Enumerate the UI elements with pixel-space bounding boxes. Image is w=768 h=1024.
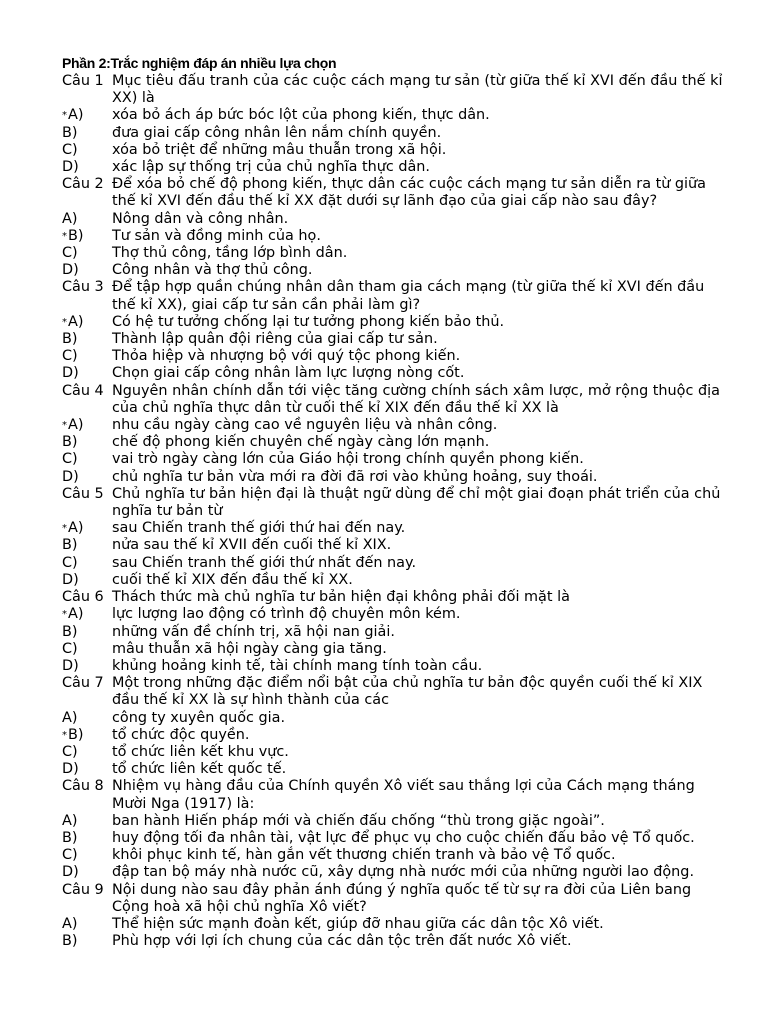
option-text: Có hệ tư tưởng chống lại tư tưởng phong kiến bảo thủ. xyxy=(112,313,505,330)
question-number: Câu 2 xyxy=(62,176,104,193)
question-text: Một trong những đặc điểm nổi bật của chủ nghĩa tư bản độc quyền cuối thế kỉ XIX đầu thế kỉ XX là sự hình thành của các xyxy=(112,675,703,709)
answer-option xyxy=(62,451,724,468)
question-text: Thách thức mà chủ nghĩa tư bản hiện đại không phải đối mặt là xyxy=(112,589,570,606)
option-letter: D) xyxy=(62,864,79,881)
question-number: Câu 3 xyxy=(62,279,104,296)
option-letter: A) xyxy=(62,915,78,932)
question-2 xyxy=(62,176,724,210)
option-text: công ty xuyên quốc gia. xyxy=(112,709,286,726)
option-text: Phù hợp với lợi ích chung của các dân tộc trên đất nước Xô viết. xyxy=(112,933,572,950)
answer-option xyxy=(62,933,724,950)
answer-option xyxy=(62,348,724,365)
option-letter-correct: * A) xyxy=(62,606,83,623)
option-letter: B) xyxy=(62,434,78,451)
answer-option xyxy=(62,864,724,881)
option-text: Thể hiện sức mạnh đoàn kết, giúp đỡ nhau giữa các dân tộc Xô viết. xyxy=(112,915,604,932)
question-number: Câu 9 xyxy=(62,881,104,898)
answer-option xyxy=(62,761,724,778)
option-letter: C) xyxy=(62,640,78,657)
option-letter: B) xyxy=(62,623,78,640)
option-letter: A) xyxy=(62,812,78,829)
option-letter-correct: * A) xyxy=(62,520,83,537)
option-text: khủng hoảng kinh tế, tài chính mang tính toàn cầu. xyxy=(112,657,483,674)
answer-option xyxy=(62,107,724,124)
option-letter: C) xyxy=(62,743,78,760)
option-text: Chọn giai cấp công nhân làm lực lượng nòng cốt. xyxy=(112,365,465,382)
option-text: nửa sau thế kỉ XVII đến cuối thế kỉ XIX. xyxy=(112,537,392,554)
answer-option xyxy=(62,606,724,623)
question-text: Nội dung nào sau đây phản ánh đúng ý nghĩa quốc tế từ sự ra đời của Liên bang Cộng hoà xã hội chủ nghĩa Xô viết? xyxy=(112,881,692,915)
option-letter: C) xyxy=(62,847,78,864)
answer-option xyxy=(62,125,724,142)
section-title: Phần 2:Trắc nghiệm đáp án nhiều lựa chọn xyxy=(62,55,337,71)
question-number: Câu 7 xyxy=(62,675,104,692)
option-text: sau Chiến tranh thế giới thứ nhất đến nay. xyxy=(112,554,417,571)
question-3 xyxy=(62,279,724,313)
answer-option xyxy=(62,537,724,554)
option-letter: D) xyxy=(62,365,79,382)
answer-option xyxy=(62,710,724,727)
option-text: xóa bỏ ách áp bức bóc lột của phong kiến, thực dân. xyxy=(112,107,490,124)
question-list xyxy=(62,73,724,950)
option-letter-correct: * A) xyxy=(62,314,83,331)
option-text: sau Chiến tranh thế giới thứ hai đến nay. xyxy=(112,520,406,537)
option-text: Thỏa hiệp và nhượng bộ với quý tộc phong kiến. xyxy=(112,348,461,365)
option-text: Công nhân và thợ thủ công. xyxy=(112,262,313,279)
question-text: Nhiệm vụ hàng đầu của Chính quyền Xô viết sau thắng lợi của Cách mạng tháng Mười Nga (1917) là: xyxy=(112,778,695,812)
answer-option xyxy=(62,245,724,262)
answer-option xyxy=(62,417,724,434)
answer-option xyxy=(62,520,724,537)
option-letter: A) xyxy=(62,210,78,227)
answer-option xyxy=(62,813,724,830)
question-number: Câu 6 xyxy=(62,589,104,606)
answer-option xyxy=(62,314,724,331)
option-text: xác lập sự thống trị của chủ nghĩa thực dân. xyxy=(112,159,431,176)
question-text: Mục tiêu đấu tranh của các cuộc cách mạng tư sản (từ giữa thế kỉ XVI đến đầu thế kỉ XX) là xyxy=(112,73,723,107)
answer-option xyxy=(62,555,724,572)
answer-option xyxy=(62,727,724,744)
option-text: Thành lập quân đội riêng của giai cấp tư sản. xyxy=(112,331,438,348)
option-letter: D) xyxy=(62,657,79,674)
option-text: cuối thế kỉ XIX đến đầu thế kỉ XX. xyxy=(112,571,353,588)
option-letter-correct: * A) xyxy=(62,107,83,124)
answer-option xyxy=(62,658,724,675)
answer-option xyxy=(62,331,724,348)
answer-option xyxy=(62,211,724,228)
question-text: Chủ nghĩa tư bản hiện đại là thuật ngữ dùng để chỉ một giai đoạn phát triển của chủ nghĩa tư bản từ xyxy=(112,485,721,520)
question-text: Nguyên nhân chính dẫn tới việc tăng cường chính sách xâm lược, mở rộng thuộc địa của chủ nghĩa thực dân từ cuối thế kỉ XIX đến đầu thế kỉ XX là xyxy=(112,382,720,416)
answer-option xyxy=(62,469,724,486)
question-7 xyxy=(62,675,724,709)
option-letter: B) xyxy=(62,933,78,950)
option-letter: C) xyxy=(62,348,78,365)
option-letter: A) xyxy=(62,709,78,726)
option-letter: D) xyxy=(62,262,79,279)
option-text: tổ chức liên kết khu vực. xyxy=(112,743,289,760)
question-number: Câu 1 xyxy=(62,73,104,89)
option-letter: C) xyxy=(62,451,78,468)
option-text: Tư sản và đồng minh của họ. xyxy=(112,227,321,244)
option-text: lực lượng lao động có trình độ chuyên môn kém. xyxy=(112,606,461,623)
option-text: đưa giai cấp công nhân lên nắm chính quyền. xyxy=(112,124,442,141)
option-text: tổ chức độc quyền. xyxy=(112,726,250,743)
question-text: Để tập hợp quần chúng nhân dân tham gia cách mạng (từ giữa thế kỉ XVI đến đầu thế kỉ XX), giai cấp tư sản cần phải làm gì? xyxy=(112,279,705,313)
option-letter: B) xyxy=(62,829,78,846)
option-letter: B) xyxy=(62,537,78,554)
option-text: những vấn đề chính trị, xã hội nan giải. xyxy=(112,623,395,640)
question-8 xyxy=(62,778,724,812)
answer-option xyxy=(62,830,724,847)
answer-option xyxy=(62,228,724,245)
option-text: ban hành Hiến pháp mới và chiến đấu chống “thù trong giặc ngoài”. xyxy=(112,812,605,829)
answer-option xyxy=(62,159,724,176)
question-1 xyxy=(62,73,724,107)
option-text: khôi phục kinh tế, hàn gắn vết thương chiến tranh và bảo vệ Tổ quốc. xyxy=(112,847,616,864)
question-number: Câu 4 xyxy=(62,382,104,399)
option-letter: D) xyxy=(62,159,79,176)
option-letter: D) xyxy=(62,571,79,588)
question-9 xyxy=(62,882,724,916)
question-number: Câu 8 xyxy=(62,778,104,795)
option-text: Nông dân và công nhân. xyxy=(112,210,289,227)
option-letter: B) xyxy=(62,124,78,141)
option-letter: C) xyxy=(62,554,78,571)
question-number: Câu 5 xyxy=(62,485,104,502)
option-text: đập tan bộ máy nhà nước cũ, xây dựng nhà nước mới của những người lao động. xyxy=(112,864,695,881)
option-text: chủ nghĩa tư bản vừa mới ra đời đã rơi vào khủng hoảng, suy thoái. xyxy=(112,468,598,485)
answer-option xyxy=(62,572,724,589)
option-text: nhu cầu ngày càng cao về nguyên liệu và nhân công. xyxy=(112,417,498,434)
question-5 xyxy=(62,486,724,520)
option-letter-correct: * A) xyxy=(62,417,83,434)
answer-option xyxy=(62,434,724,451)
answer-option xyxy=(62,847,724,864)
option-text: vai trò ngày càng lớn của Giáo hội trong chính quyền phong kiến. xyxy=(112,451,584,468)
option-text: chế độ phong kiến chuyên chế ngày càng lớn mạnh. xyxy=(112,434,490,451)
option-text: huy động tối đa nhân tài, vật lực để phục vụ cho cuộc chiến đấu bảo vệ Tổ quốc. xyxy=(112,829,695,846)
option-letter: C) xyxy=(62,245,78,262)
option-text: xóa bỏ triệt để những mâu thuẫn trong xã hội. xyxy=(112,141,447,158)
question-text: Để xóa bỏ chế độ phong kiến, thực dân các cuộc cách mạng tư sản diễn ra từ giữa thế kỉ XVI đến đầu thế kỉ XX đặt dưới sự lãnh đạo của giai cấp nào sau đây? xyxy=(112,176,706,210)
option-letter: B) xyxy=(62,331,78,348)
option-text: tổ chức liên kết quốc tế. xyxy=(112,761,287,778)
option-letter: C) xyxy=(62,141,78,158)
answer-option xyxy=(62,744,724,761)
option-letter: D) xyxy=(62,468,79,485)
option-letter: D) xyxy=(62,761,79,778)
question-6 xyxy=(62,589,724,606)
answer-option xyxy=(62,916,724,933)
option-text: Thợ thủ công, tầng lớp bình dân. xyxy=(112,245,348,262)
question-4 xyxy=(62,383,724,417)
answer-option xyxy=(62,641,724,658)
answer-option xyxy=(62,624,724,641)
answer-option xyxy=(62,262,724,279)
document-page xyxy=(62,54,724,950)
option-letter-correct: * B) xyxy=(62,727,84,744)
answer-option xyxy=(62,142,724,159)
option-text: mâu thuẫn xã hội ngày càng gia tăng. xyxy=(112,640,387,657)
answer-option xyxy=(62,365,724,382)
option-letter-correct: * B) xyxy=(62,228,84,245)
